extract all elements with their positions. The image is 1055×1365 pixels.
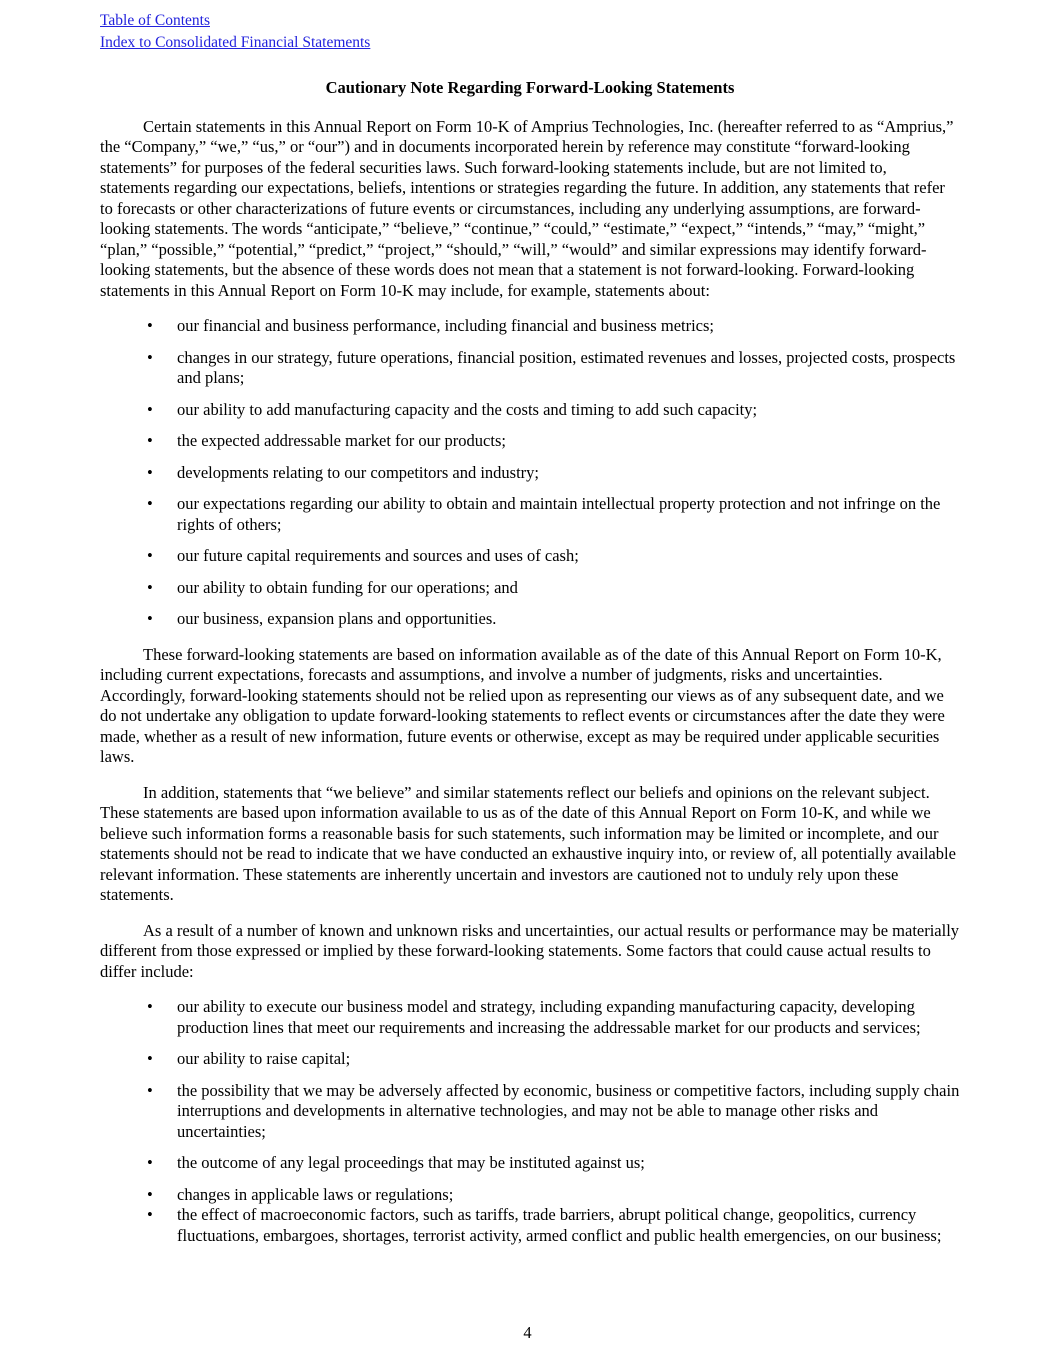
list-item: • developments relating to our competitors and industry; <box>100 463 960 484</box>
list-item: • our expectations regarding our ability to obtain and maintain intellectual property protection and not infringe on the rights of others; <box>100 494 960 535</box>
list-item: • changes in our strategy, future operations, financial position, estimated revenues and losses, projected costs, prospects and plans; <box>100 348 960 389</box>
top-navigation <box>100 10 960 54</box>
list-item: • our ability to raise capital; <box>100 1049 960 1070</box>
index-to-financial-statements-link[interactable]: Index to Consolidated Financial Statements <box>100 34 371 51</box>
section-heading: Cautionary Note Regarding Forward-Looking Statements <box>325 78 735 97</box>
list-item: • the expected addressable market for our products; <box>100 431 960 452</box>
list-item: • the outcome of any legal proceedings that may be instituted against us; <box>100 1153 960 1174</box>
list-item: • our ability to execute our business model and strategy, including expanding manufacturing capacity, developing production lines that meet our requirements and increasing the addressable market for our products and services; <box>100 997 960 1038</box>
forward-looking-topics-list <box>100 316 960 630</box>
list-item: • our ability to obtain funding for our operations; and <box>100 578 960 599</box>
paragraph-basis-of-statements: These forward-looking statements are based on information available as of the date of this Annual Report on Form 10-K, including current expectations, forecasts and assumptions, and involve a number of judgments, risks and uncertainties. Accordingly, forward-looking statements should not be relied upon as representing our views as of any subsequent date, and we do not undertake any obligation to update forward-looking statements to reflect events or circumstances after the date they were made, whether as a result of new information, future events or otherwise, except as may be required under applicable securities laws. <box>100 644 945 766</box>
paragraph-forward-looking-intro: Certain statements in this Annual Report on Form 10-K of Amprius Technologies, Inc. (hereafter referred to as “Amprius,” the “Company,” “we,” “us,” or “our”) and in documents incorporated herein by reference may constitute “forward-looking statements” for purposes of the federal securities laws. Such forward-looking statements include, but are not limited to, statements regarding our expectations, beliefs, intentions or strategies regarding the future. In addition, any statements that refer to forecasts or other characterizations of future events or circumstances, including any underlying assumptions, are forward-looking statements. The words “anticipate,” “believe,” “continue,” “could,” “estimate,” “expect,” “intends,” “may,” “might,” “plan,” “possible,” “potential,” “predict,” “project,” “should,” “will,” “would” and similar expressions may identify forward-looking statements, but the absence of these words does not mean that a statement is not forward-looking. Forward-looking statements in this Annual Report on Form 10-K may include, for example, statements about: <box>100 116 954 300</box>
list-item: • changes in applicable laws or regulations; <box>100 1185 960 1206</box>
page-number: 4 <box>523 1322 532 1342</box>
risk-factors-list <box>100 997 960 1246</box>
paragraph-risk-factors-intro: As a result of a number of known and unknown risks and uncertainties, our actual results or performance may be materially different from those expressed or implied by these forward-looking statements. Some factors that could cause actual results to differ include: <box>100 920 960 981</box>
list-item: • our financial and business performance, including financial and business metrics; <box>100 316 960 337</box>
list-item: • our business, expansion plans and opportunities. <box>100 609 960 630</box>
paragraph-we-believe-statements: In addition, statements that “we believe” and similar statements reflect our beliefs and opinions on the relevant subject. These statements are based upon information available to us as of the date of this Annual Report on Form 10-K, and while we believe such information forms a reasonable basis for such statements, such information may be limited or incomplete, and our statements should not be read to indicate that we have conducted an exhaustive inquiry into, or review of, all potentially available relevant information. These statements are inherently uncertain and investors are cautioned not to unduly rely upon these statements. <box>100 782 956 904</box>
list-item: • the possibility that we may be adversely affected by economic, business or competitive factors, including supply chain interruptions and developments in alternative technologies, and may not be able to manage other risks and uncertainties; <box>100 1081 960 1143</box>
list-item: • our future capital requirements and sources and uses of cash; <box>100 546 960 567</box>
table-of-contents-link[interactable]: Table of Contents <box>100 12 210 29</box>
list-item: • our ability to add manufacturing capacity and the costs and timing to add such capacity; <box>100 400 960 421</box>
list-item: • the effect of macroeconomic factors, such as tariffs, trade barriers, abrupt political change, geopolitics, currency fluctuations, embargoes, shortages, terrorist activity, armed conflict and public health emergencies, on our business; <box>100 1205 960 1246</box>
